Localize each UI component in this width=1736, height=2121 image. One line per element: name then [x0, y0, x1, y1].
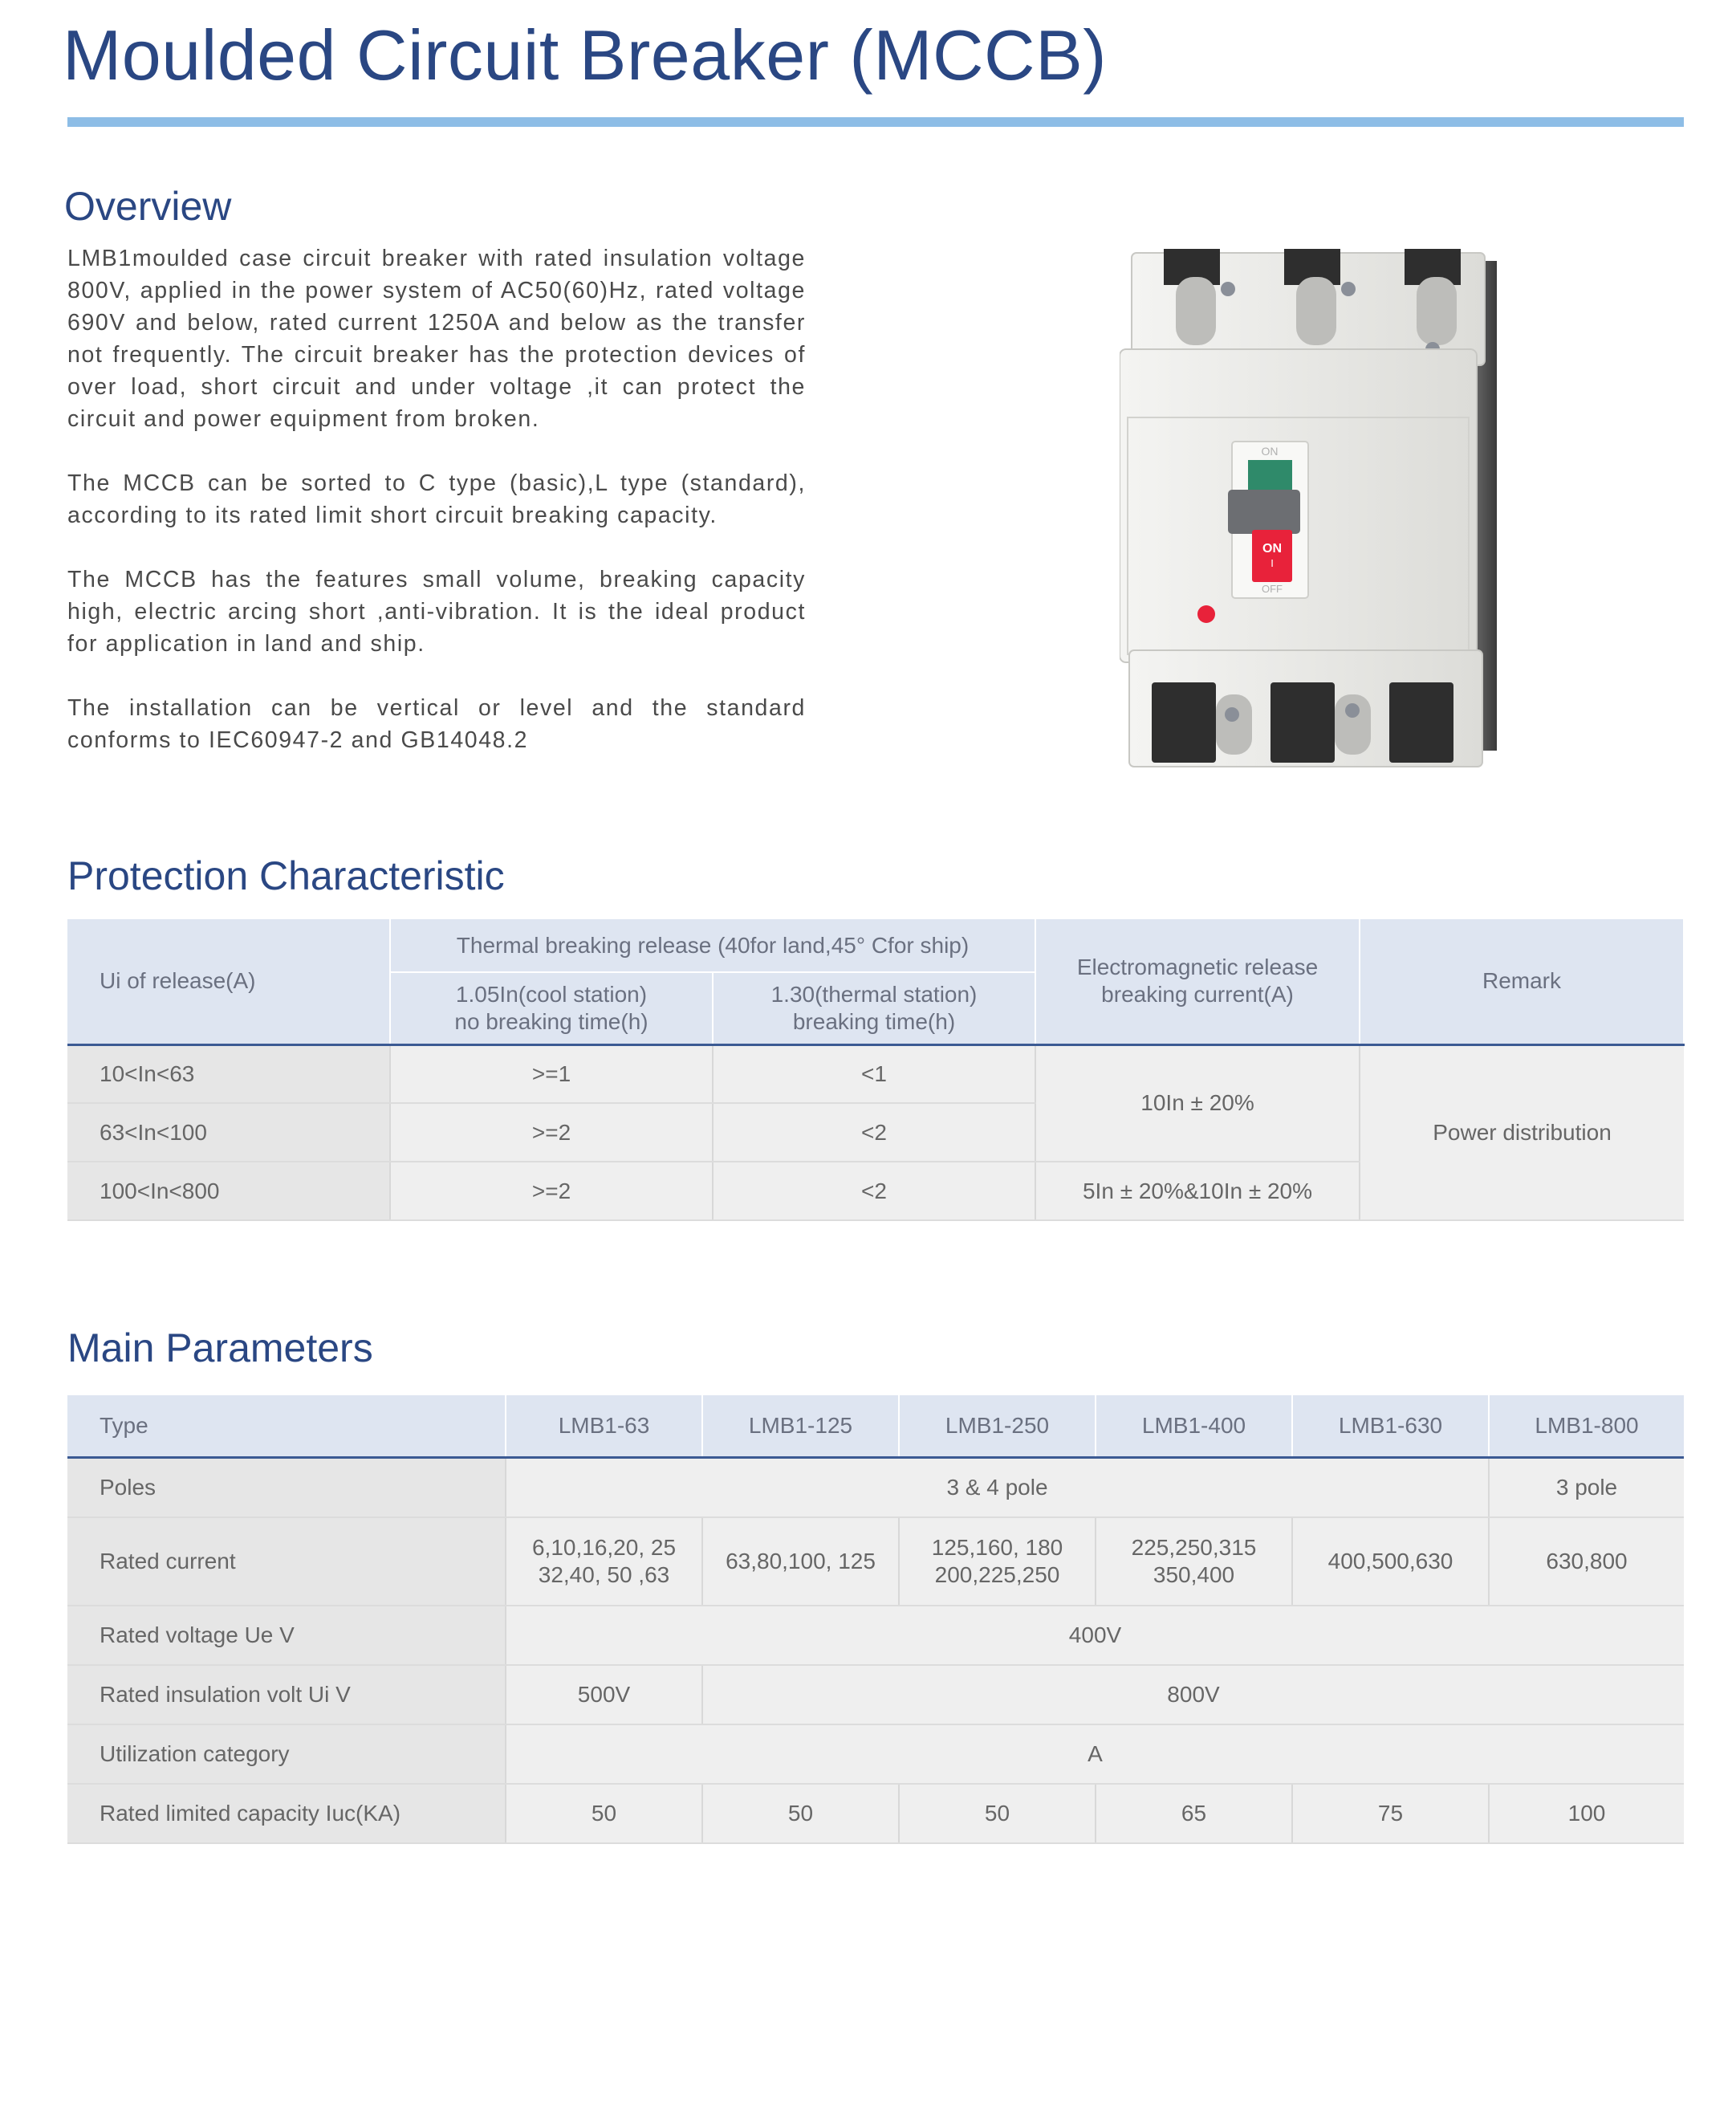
header-thermal-station-line: breaking time(h): [792, 1008, 956, 1034]
overview-paragraph: LMB1moulded case circuit breaker with rated insulation voltage 800V, applied in the power system of AC50(60)Hz, rated voltage 690V and below, rated current 1250A and below as the transfer not frequently. The circuit breaker has the protection devices of over load, short circuit and under voltage ,it can protect the circuit and power equipment from broken.: [67, 246, 806, 432]
row-label: Utilization category: [67, 1724, 506, 1784]
switch-on-i-label: I: [1270, 557, 1274, 569]
cell-poles: 3 & 4 pole: [506, 1458, 1489, 1517]
row-label: Rated voltage Ue V: [67, 1606, 506, 1665]
switch-off-label: OFF: [1262, 583, 1283, 595]
cell-insulation: 800V: [702, 1665, 1684, 1724]
header-type: Type: [67, 1395, 506, 1458]
cell-line: 125,160, 180: [931, 1534, 1063, 1560]
cell-line: 225,250,315: [1131, 1534, 1257, 1560]
cell-capacity: 65: [1096, 1784, 1292, 1843]
cell-poles: 3 pole: [1489, 1458, 1684, 1517]
cell-range: 100<In<800: [67, 1162, 390, 1220]
cell-rated-current: [1096, 1517, 1292, 1606]
header-model: LMB1-250: [899, 1395, 1096, 1458]
header-cool-station-line: 1.05In(cool station): [455, 981, 648, 1007]
table-row: [67, 1517, 1684, 1606]
header-model: LMB1-630: [1292, 1395, 1489, 1458]
cell-line: 400,500,630: [1327, 1548, 1453, 1573]
handle-window: [1248, 460, 1292, 492]
header-model: LMB1-400: [1096, 1395, 1292, 1458]
test-button-icon: [1197, 605, 1215, 623]
cell-range: 63<In<100: [67, 1103, 390, 1162]
title-divider: [67, 117, 1684, 127]
bottom-terminal-hole: [1216, 694, 1252, 755]
cell-range: 10<In<63: [67, 1044, 390, 1103]
cell-capacity: 50: [702, 1784, 899, 1843]
header-electromagnetic-line: Electromagnetic release: [1076, 955, 1319, 980]
screw-icon: [1341, 282, 1356, 296]
table-row: [67, 1724, 1684, 1784]
header-cool-station-line: no breaking time(h): [454, 1008, 648, 1034]
overview-paragraph: The installation can be vertical or level and the standard conforms to IEC60947-2 and GB14048.2: [67, 695, 806, 753]
protection-heading: Protection Characteristic: [67, 853, 505, 898]
mccb-product-image: [1120, 245, 1513, 775]
header-thermal: Thermal breaking release (40for land,45° Cfor ship): [390, 919, 1035, 972]
bottom-terminal-slot: [1389, 682, 1453, 763]
header-model: LMB1-800: [1489, 1395, 1684, 1458]
cell-thermal: <2: [713, 1162, 1035, 1220]
cell-capacity: 50: [506, 1784, 702, 1843]
header-model: LMB1-125: [702, 1395, 899, 1458]
cell-em-value: 5In ± 20%&10In ± 20%: [1035, 1162, 1360, 1220]
screw-icon: [1225, 707, 1239, 722]
header-ui-release: Ui of release(A): [67, 919, 390, 1044]
cell-capacity: 75: [1292, 1784, 1489, 1843]
cell-remark: Power distribution: [1360, 1044, 1684, 1220]
cell-em-value: 10In ± 20%: [1035, 1044, 1360, 1162]
handle-lever: [1228, 490, 1300, 534]
header-electromagnetic-line: breaking current(A): [1101, 982, 1294, 1008]
top-terminal-hole: [1296, 277, 1336, 345]
header-cool-station: [390, 972, 713, 1044]
protection-table: [67, 919, 1685, 1221]
overview-paragraph: The MCCB can be sorted to C type (basic),L type (standard), according to its rated limit short circuit breaking capacity.: [67, 470, 806, 528]
cell-line: 350,400: [1153, 1561, 1235, 1587]
page-title: Moulded Circuit Breaker (MCCB): [63, 15, 1108, 95]
cell-rated-current: [702, 1517, 899, 1606]
cell-insulation: 500V: [506, 1665, 702, 1724]
parameters-table: [67, 1395, 1684, 1844]
cell-rated-voltage: 400V: [506, 1606, 1684, 1665]
handle-red: [1252, 530, 1292, 582]
screw-icon: [1345, 703, 1360, 718]
screw-icon: [1221, 282, 1235, 296]
row-label: Poles: [67, 1458, 506, 1517]
cell-line: 6,10,16,20, 25: [531, 1534, 677, 1560]
header-model: LMB1-63: [506, 1395, 702, 1458]
top-terminal-hole: [1176, 277, 1216, 345]
header-thermal-station: [713, 972, 1035, 1044]
cell-thermal: <2: [713, 1103, 1035, 1162]
parameters-heading: Main Parameters: [67, 1325, 373, 1370]
table-row: [67, 1458, 1684, 1517]
cell-cool: >=2: [390, 1162, 713, 1220]
overview-text: [67, 242, 806, 788]
cell-utilization: A: [506, 1724, 1684, 1784]
header-remark: Remark: [1360, 919, 1684, 1044]
cell-line: 63,80,100, 125: [726, 1548, 876, 1573]
cell-rated-current: [1489, 1517, 1684, 1606]
header-thermal-station-line: 1.30(thermal station): [770, 981, 978, 1007]
row-label: Rated limited capacity Iuc(KA): [67, 1784, 506, 1843]
cell-rated-current: [1292, 1517, 1489, 1606]
cell-line: 630,800: [1546, 1548, 1628, 1573]
cell-capacity: 50: [899, 1784, 1096, 1843]
cell-line: 200,225,250: [934, 1561, 1060, 1587]
table-row: [67, 1606, 1684, 1665]
cell-capacity: 100: [1489, 1784, 1684, 1843]
row-label: Rated insulation volt Ui V: [67, 1665, 506, 1724]
cell-cool: >=1: [390, 1044, 713, 1103]
switch-on-label: ON: [1262, 542, 1282, 556]
bottom-terminal-slot: [1270, 682, 1335, 763]
table-header-row: [67, 1395, 1684, 1458]
cell-cool: >=2: [390, 1103, 713, 1162]
overview-heading: Overview: [64, 184, 232, 229]
overview-paragraph: The MCCB has the features small volume, breaking capacity high, electric arcing short ,anti-vibration. It is the ideal product for application in land and ship.: [67, 567, 806, 657]
cell-line: 32,40, 50 ,63: [538, 1561, 670, 1587]
table-row: [67, 1044, 1684, 1103]
top-terminal-hole: [1417, 277, 1457, 345]
cell-rated-current: [899, 1517, 1096, 1606]
bottom-terminal-slot: [1152, 682, 1216, 763]
row-label: Rated current: [67, 1517, 506, 1606]
cell-rated-current: [506, 1517, 702, 1606]
header-electromagnetic: [1035, 919, 1360, 1044]
table-row: [67, 1665, 1684, 1724]
cell-thermal: <1: [713, 1044, 1035, 1103]
switch-on-label-top: ON: [1261, 445, 1279, 458]
table-row: [67, 1784, 1684, 1843]
